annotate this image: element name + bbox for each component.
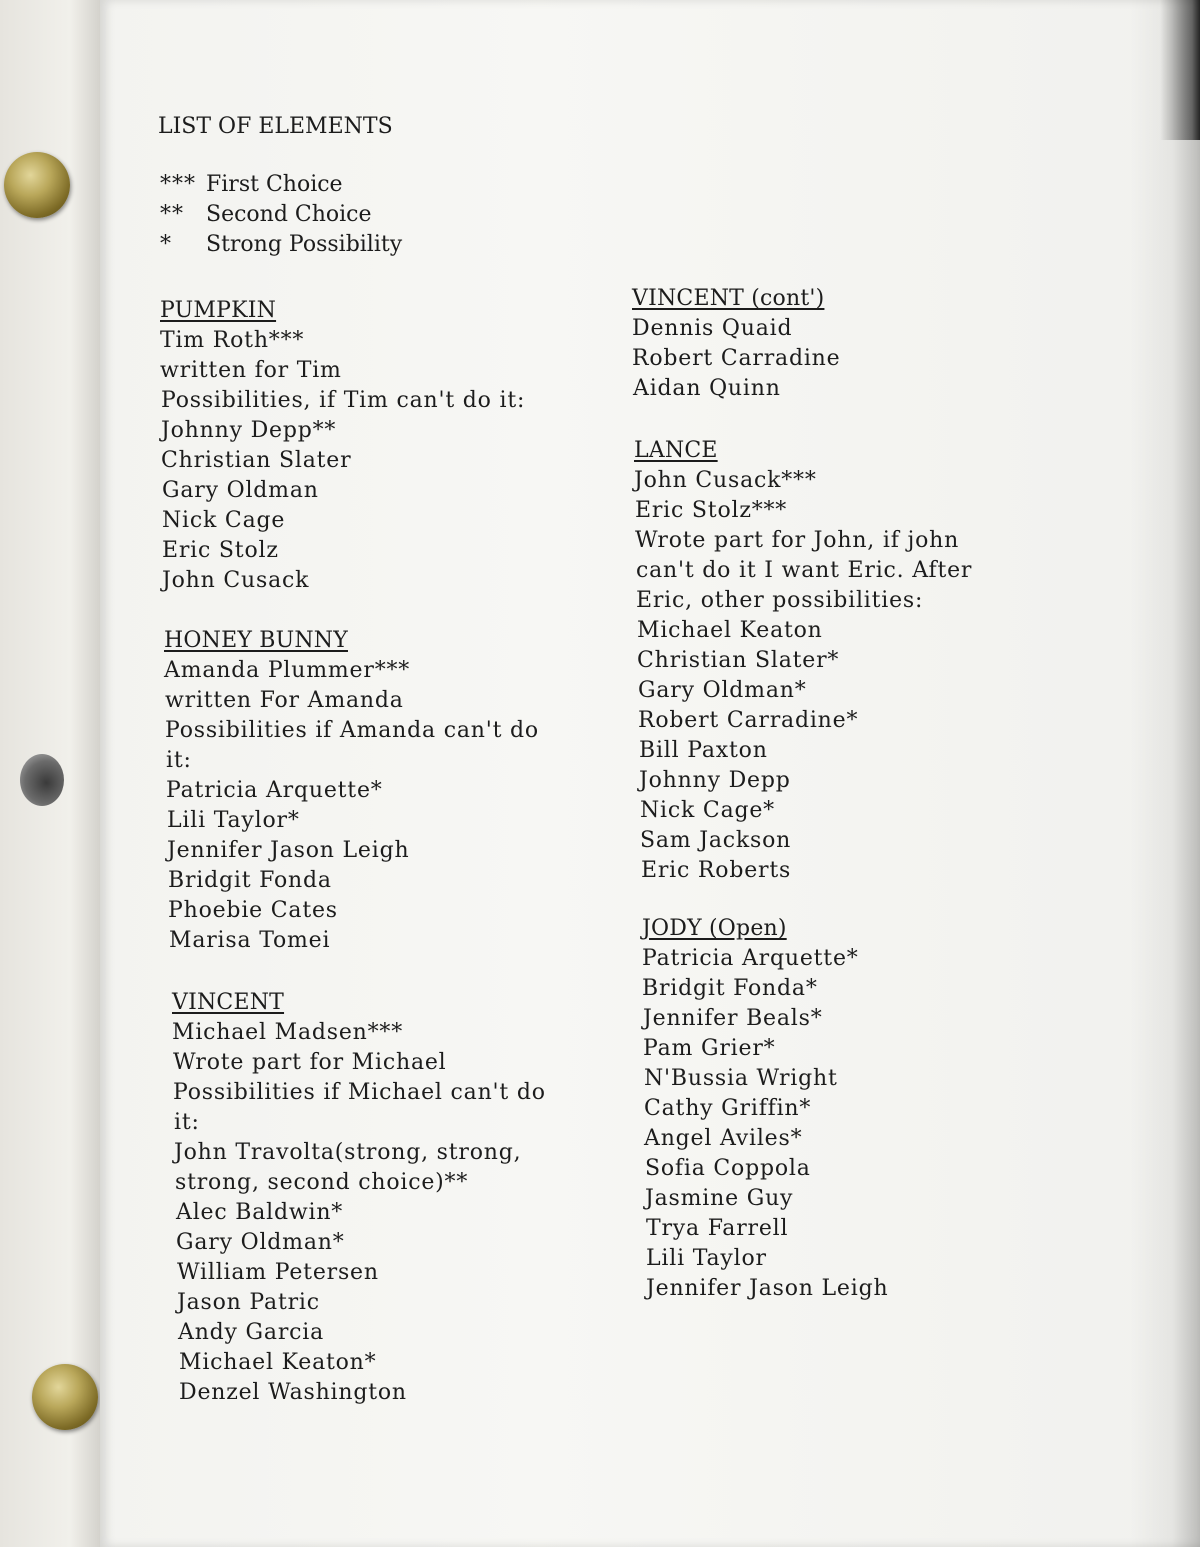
role-heading: LANCE: [634, 438, 718, 463]
cast-line: it:: [166, 748, 192, 773]
cast-line: Jasmine Guy: [645, 1186, 794, 1211]
cast-line: Bridgit Fonda: [168, 868, 332, 893]
cast-line: Robert Carradine: [632, 346, 841, 371]
legend-item: [160, 202, 372, 227]
role-section: [160, 296, 525, 596]
brass-fastener-top: [4, 152, 70, 218]
role-heading: VINCENT: [172, 990, 285, 1015]
cast-line: Eric, other possibilities:: [636, 588, 924, 613]
cast-line: Possibilities if Michael can't do: [173, 1080, 546, 1105]
cast-line: Pam Grier*: [643, 1036, 776, 1061]
cast-line: Patricia Arquette*: [642, 946, 859, 971]
role-heading: VINCENT (cont'): [632, 286, 825, 311]
cast-line: Marisa Tomei: [169, 928, 331, 953]
cast-line: Amanda Plummer***: [164, 658, 411, 683]
legend-item: [160, 172, 343, 197]
role-section: [632, 284, 840, 404]
cast-line: Eric Stolz: [162, 538, 279, 563]
legend-label: Strong Possibility: [206, 232, 403, 257]
punch-hole: [20, 754, 64, 806]
cast-line: it:: [174, 1110, 200, 1135]
cast-line: Dennis Quaid: [632, 316, 793, 341]
role-section: [172, 988, 546, 1408]
cast-line: Michael Madsen***: [172, 1020, 404, 1045]
legend-label: First Choice: [206, 172, 343, 197]
page-title: LIST OF ELEMENTS: [158, 114, 393, 139]
role-section: [634, 436, 972, 886]
cast-line: Michael Keaton*: [179, 1350, 377, 1375]
legend-item: [160, 232, 402, 257]
cast-line: Gary Oldman*: [638, 678, 807, 703]
cast-line: Nick Cage: [162, 508, 286, 533]
cast-line: Sofia Coppola: [645, 1156, 811, 1181]
cast-line: Jason Patric: [177, 1290, 320, 1315]
cast-line: Johnny Depp: [639, 768, 791, 793]
cast-line: William Petersen: [177, 1260, 379, 1285]
cast-line: Aidan Quinn: [633, 376, 781, 401]
cast-line: Jennifer Beals*: [643, 1006, 823, 1031]
cast-line: John Cusack: [162, 568, 310, 593]
cast-line: strong, second choice)**: [175, 1170, 469, 1195]
cast-line: Cathy Griffin*: [644, 1096, 812, 1121]
cast-line: Johnny Depp**: [161, 418, 337, 443]
cast-line: Bridgit Fonda*: [642, 976, 818, 1001]
role-section: [164, 626, 539, 956]
role-heading: JODY (Open): [642, 916, 787, 941]
cast-line: Possibilities if Amanda can't do: [165, 718, 539, 743]
cast-line: Sam Jackson: [640, 828, 792, 853]
cast-line: Jennifer Jason Leigh: [646, 1276, 889, 1301]
cast-line: Possibilities, if Tim can't do it:: [161, 388, 526, 413]
cast-line: Andy Garcia: [178, 1320, 325, 1345]
cast-line: Bill Paxton: [639, 738, 768, 763]
cast-line: Trya Farrell: [646, 1216, 789, 1241]
cast-line: Michael Keaton: [637, 618, 823, 643]
cast-line: Angel Aviles*: [644, 1126, 803, 1151]
cast-line: Gary Oldman*: [176, 1230, 345, 1255]
cast-line: Eric Roberts: [641, 858, 792, 883]
cast-line: Nick Cage*: [640, 798, 775, 823]
cast-line: written For Amanda: [165, 688, 404, 713]
role-section: [642, 914, 888, 1304]
cast-line: Jennifer Jason Leigh: [167, 838, 410, 863]
role-heading: HONEY BUNNY: [164, 628, 348, 653]
cast-line: John Cusack***: [634, 468, 817, 493]
cast-line: Phoebie Cates: [168, 898, 338, 923]
cast-line: can't do it I want Eric. After: [636, 558, 973, 583]
role-heading: PUMPKIN: [160, 298, 277, 323]
cast-line: Eric Stolz***: [635, 498, 788, 523]
cast-line: John Travolta(strong, strong,: [174, 1140, 522, 1165]
legend-label: Second Choice: [206, 202, 372, 227]
cast-line: Robert Carradine*: [638, 708, 859, 733]
legend-mark: **: [160, 202, 184, 227]
cast-line: Alec Baldwin*: [176, 1200, 344, 1225]
cast-line: Christian Slater*: [637, 648, 840, 673]
legend-mark: ***: [160, 172, 196, 197]
cast-line: Tim Roth***: [160, 328, 305, 353]
cast-line: Christian Slater: [161, 448, 352, 473]
cast-line: Gary Oldman: [162, 478, 319, 503]
toner-smudge: [1160, 0, 1200, 140]
cast-line: Patricia Arquette*: [166, 778, 383, 803]
cast-line: Wrote part for John, if john: [635, 528, 960, 553]
legend-mark: *: [160, 232, 172, 257]
cast-line: Lili Taylor*: [167, 808, 300, 833]
cast-line: written for Tim: [160, 358, 342, 383]
cast-line: Lili Taylor: [646, 1246, 767, 1271]
brass-fastener-bottom: [32, 1364, 98, 1430]
cast-line: Denzel Washington: [179, 1380, 407, 1405]
page-edge-shadow: [1130, 0, 1200, 1547]
cast-line: N'Bussia Wright: [644, 1066, 838, 1091]
cast-line: Wrote part for Michael: [173, 1050, 447, 1075]
